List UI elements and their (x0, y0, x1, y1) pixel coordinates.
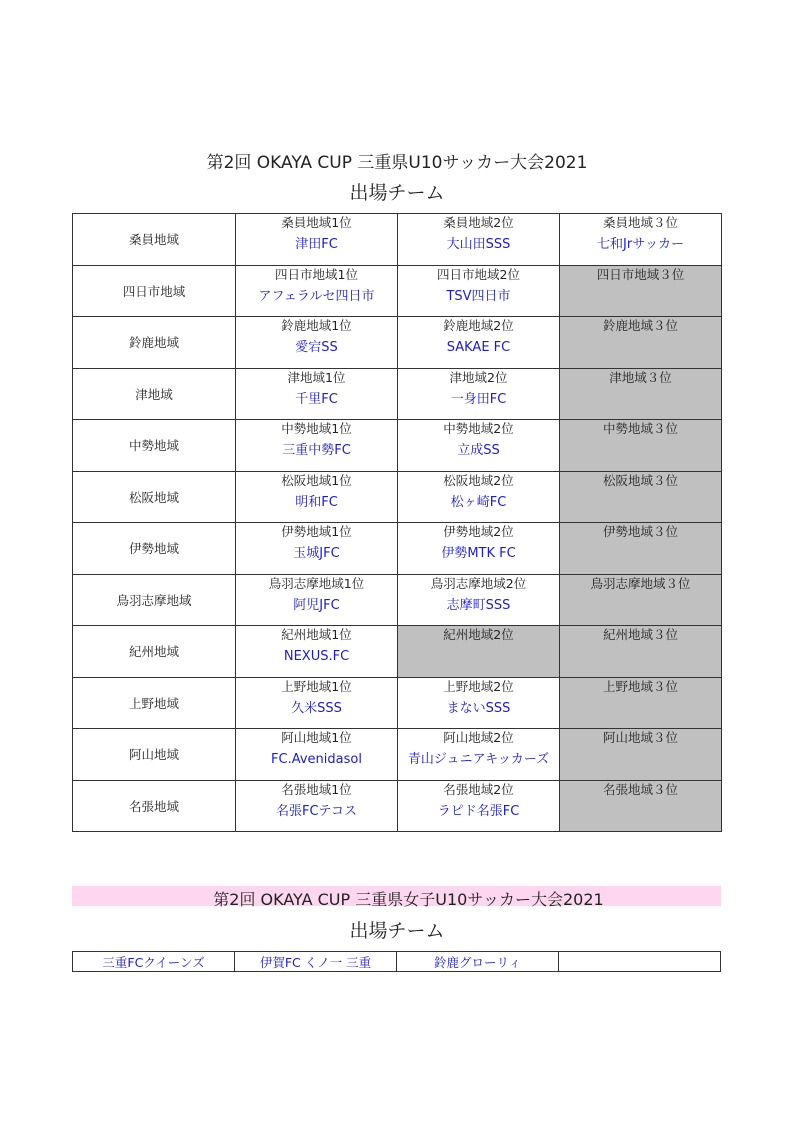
slot-cell (398, 214, 560, 266)
slot-cell (398, 574, 560, 626)
rank-label: 松阪地域1位 (281, 472, 352, 488)
rank-label: 津地域３位 (609, 369, 672, 385)
rank-label: 伊勢地域３位 (602, 524, 678, 539)
team-name: FC.Avenidasol (271, 752, 362, 767)
region-cell: 上野地域 (73, 677, 236, 729)
slot-cell (236, 214, 398, 266)
boys-teams-table (72, 213, 722, 832)
slot-cell (560, 677, 722, 729)
girls-team-cell: 鈴鹿グローリィ (397, 952, 559, 972)
rank-label: 名張地域1位 (281, 781, 352, 797)
slot-cell (398, 471, 560, 523)
table-row (73, 368, 722, 420)
team-name: 名張FCテコス (275, 803, 358, 819)
rank-label: 伊勢地域2位 (443, 524, 514, 539)
slot-cell (560, 265, 722, 317)
slot-cell (398, 677, 560, 729)
rank-label: 津地域2位 (449, 369, 508, 385)
rank-label: 阿山地域1位 (281, 730, 352, 745)
rank-label: 上野地域1位 (281, 678, 352, 694)
slot-cell (236, 574, 398, 626)
team-name: 青山ジュニアキッカーズ (407, 752, 550, 767)
slot-cell (236, 677, 398, 729)
rank-label: 名張地域３位 (602, 781, 678, 797)
region-cell: 紀州地域 (73, 626, 236, 678)
region-cell: 名張地域 (73, 780, 236, 832)
team-name: 七和Jrサッカー (597, 237, 684, 252)
slot-cell (398, 368, 560, 420)
slot-cell (560, 420, 722, 472)
slot-cell (560, 214, 722, 266)
team-name: 三重中勢FC (282, 443, 351, 458)
slot-cell (236, 626, 398, 678)
slot-cell (236, 523, 398, 575)
table-row (73, 317, 722, 369)
table-row (73, 780, 722, 832)
team-name: 志摩町SSS (446, 597, 511, 613)
slot-cell (560, 368, 722, 420)
table-row (73, 729, 722, 781)
region-cell: 桑員地域 (73, 214, 236, 266)
team-name: 大山田SSS (446, 237, 511, 252)
team-name: まないSSS (446, 700, 511, 716)
slot-cell (560, 729, 722, 781)
region-cell: 阿山地域 (73, 729, 236, 781)
slot-cell (560, 574, 722, 626)
rank-label: 中勢地域３位 (602, 421, 678, 436)
region-cell: 中勢地域 (73, 420, 236, 472)
table-row (73, 471, 722, 523)
team-name: SAKAE FC (446, 340, 511, 355)
slot-cell (236, 420, 398, 472)
rank-label: 紀州地域1位 (281, 627, 352, 642)
slot-cell (236, 265, 398, 317)
team-name: 立成SS (457, 443, 500, 458)
table-row (73, 677, 722, 729)
team-name: 明和FC (295, 494, 338, 510)
girls-teams-table (72, 951, 721, 972)
slot-cell (560, 471, 722, 523)
slot-cell (560, 523, 722, 575)
slot-cell (398, 523, 560, 575)
girls-subtitle: 出場チーム (349, 920, 445, 942)
rank-label: 鈴鹿地域３位 (602, 318, 678, 333)
rank-label: 桑員地域1位 (281, 215, 352, 230)
slot-cell (398, 780, 560, 832)
region-cell: 伊勢地域 (73, 523, 236, 575)
region-cell: 津地域 (73, 368, 236, 420)
rank-label: 津地域1位 (287, 369, 346, 385)
region-cell: 鈴鹿地域 (73, 317, 236, 369)
slot-cell (236, 317, 398, 369)
rank-label: 伊勢地域1位 (281, 524, 352, 539)
rank-label: 四日市地域2位 (437, 266, 520, 282)
rank-label: 松阪地域2位 (443, 472, 514, 488)
slot-cell (398, 317, 560, 369)
rank-label: 紀州地域2位 (443, 627, 514, 642)
slot-cell (236, 780, 398, 832)
rank-label: 阿山地域2位 (443, 730, 514, 745)
slot-cell (398, 420, 560, 472)
girls-team-cell: 伊賀FC くノ一 三重 (235, 952, 397, 972)
rank-label: 四日市地域1位 (275, 266, 358, 282)
slot-cell (236, 471, 398, 523)
rank-label: 四日市地域３位 (596, 266, 685, 282)
region-cell: 松阪地域 (73, 471, 236, 523)
team-name: 一身田FC (450, 391, 507, 407)
rank-label: 松阪地域３位 (602, 472, 678, 488)
team-name: 玉城JFC (293, 546, 340, 561)
table-row (73, 265, 722, 317)
rank-label: 中勢地域1位 (281, 421, 352, 436)
table-row (73, 214, 722, 266)
slot-cell (236, 368, 398, 420)
table-row (73, 523, 722, 575)
rank-label: 鈴鹿地域1位 (281, 318, 352, 333)
boys-subtitle: 出場チーム (349, 182, 445, 204)
rank-label: 阿山地域３位 (602, 730, 678, 745)
slot-cell (560, 317, 722, 369)
region-cell: 四日市地域 (73, 265, 236, 317)
slot-cell (398, 729, 560, 781)
team-name: 千里FC (295, 391, 338, 407)
rank-label: 名張地域2位 (443, 781, 514, 797)
team-name: 松ヶ崎FC (450, 494, 507, 510)
rank-label: 鳥羽志摩地域1位 (268, 575, 365, 591)
rank-label: 鳥羽志摩地域３位 (590, 575, 691, 591)
team-name: ラピド名張FC (437, 803, 520, 819)
slot-cell (398, 626, 560, 678)
girls-title: 第2回 OKAYA CUP 三重県女子U10サッカー大会2021 (213, 890, 604, 909)
table-row (73, 574, 722, 626)
rank-label: 桑員地域３位 (602, 215, 678, 230)
team-name: 愛宕SS (295, 340, 338, 355)
region-cell: 鳥羽志摩地域 (73, 574, 236, 626)
slot-cell (560, 780, 722, 832)
rank-label: 上野地域2位 (443, 678, 514, 694)
slot-cell (560, 626, 722, 678)
rank-label: 桑員地域2位 (443, 215, 514, 230)
girls-team-cell (559, 952, 721, 972)
rank-label: 上野地域３位 (602, 678, 678, 694)
rank-label: 鈴鹿地域2位 (443, 318, 514, 333)
team-name: 久米SSS (291, 700, 342, 716)
team-name: TSV四日市 (446, 288, 511, 304)
team-name: 伊勢MTK FC (441, 546, 516, 561)
boys-title: 第2回 OKAYA CUP 三重県U10サッカー大会2021 (206, 153, 588, 173)
rank-label: 紀州地域３位 (602, 627, 678, 642)
slot-cell (398, 265, 560, 317)
table-row (73, 626, 722, 678)
table-row (73, 420, 722, 472)
team-name: 阿児JFC (293, 597, 340, 613)
team-name: NEXUS.FC (283, 649, 350, 664)
rank-label: 鳥羽志摩地域2位 (430, 575, 527, 591)
girls-team-cell: 三重FCクイーンズ (73, 952, 235, 972)
team-name: 津田FC (295, 237, 338, 252)
rank-label: 中勢地域2位 (443, 421, 514, 436)
team-name: アフェラルセ四日市 (258, 288, 375, 304)
slot-cell (236, 729, 398, 781)
